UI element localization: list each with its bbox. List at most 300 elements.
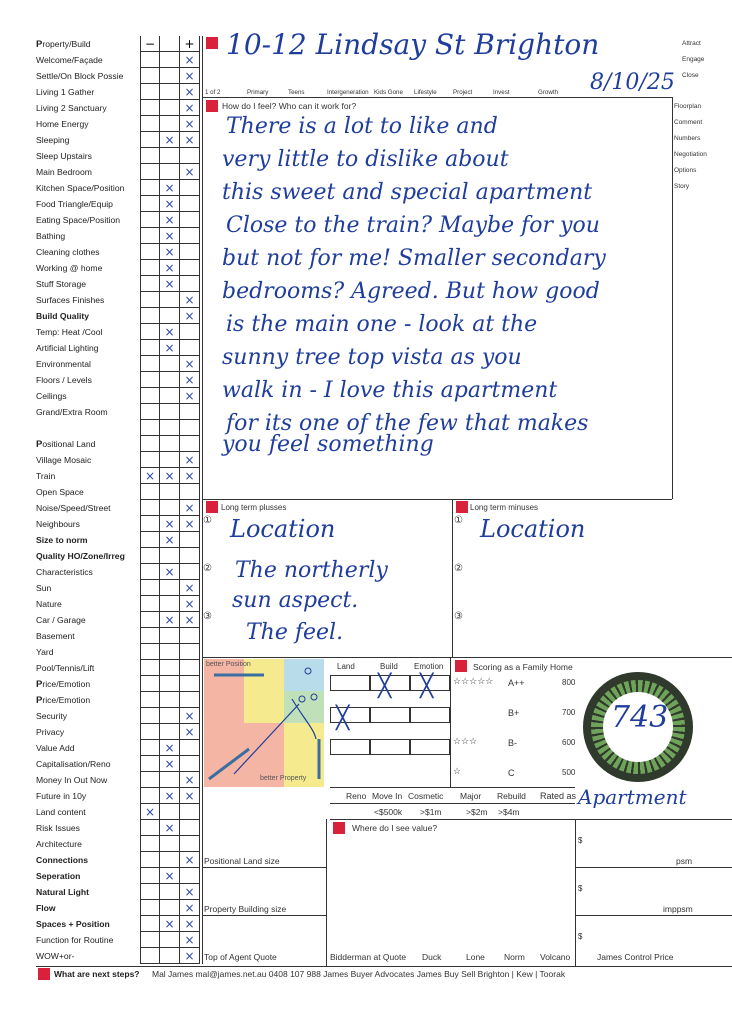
feel-line: very little to dislike about (222, 147, 509, 172)
criteria-item: Living 1 Gather (36, 87, 95, 97)
criteria-item: Security (36, 711, 68, 721)
grid-header-cell: − (140, 36, 160, 52)
grid-cell (140, 404, 160, 420)
grid-cell (160, 116, 180, 132)
grid-cell (140, 548, 160, 564)
reno-label: Cosmetic (408, 791, 444, 801)
grid-cell (180, 228, 200, 244)
rating-box (370, 707, 410, 723)
criteria-item: Land content (36, 807, 86, 817)
criteria-item: Temp: Heat /Cool (36, 327, 103, 337)
grid-cell (160, 548, 180, 564)
right-mid-label: Story (674, 183, 690, 190)
grid-cell (140, 852, 160, 868)
grid-row (140, 788, 202, 804)
grid-row (140, 516, 202, 532)
criteria-item: Grand/Extra Room (36, 407, 108, 417)
grid-cell (160, 164, 180, 180)
grid-cell (180, 148, 200, 164)
grid-row (140, 52, 202, 68)
grid-cell (160, 68, 180, 84)
num-2: ② (203, 563, 212, 574)
grid-cell: × (160, 196, 180, 212)
criteria-item: Price/Emotion (36, 679, 91, 690)
grid-cell (180, 420, 200, 436)
position-property-chart (204, 659, 324, 787)
grid-row (140, 308, 202, 324)
grid-cell (180, 868, 200, 884)
build-col: Build (380, 662, 398, 671)
criteria-item: Seperation (36, 871, 81, 881)
grid-cell: × (180, 292, 200, 308)
grid-cell: × (160, 244, 180, 260)
grid-cell (160, 692, 180, 708)
bottom-label: Lone (466, 952, 485, 962)
grid-row (140, 548, 202, 564)
grid-cell (160, 292, 180, 308)
grid-cell (140, 820, 160, 836)
grid-cell: × (180, 356, 200, 372)
criteria-item: Car / Garage (36, 615, 86, 625)
criteria-item: Neighbours (36, 519, 80, 529)
criteria-item: Floors / Levels (36, 375, 92, 385)
grid-row (140, 932, 202, 948)
grid-cell (160, 900, 180, 916)
grade-letter: C (508, 768, 515, 778)
grid-cell (140, 660, 160, 676)
stage-label: 1 of 2 (205, 89, 221, 96)
red-marker (206, 501, 218, 513)
grid-cell (140, 724, 160, 740)
grid-cell (160, 884, 180, 900)
grid-row (140, 148, 202, 164)
right-mid-label: Options (674, 167, 697, 174)
criteria-item: Ceilings (36, 391, 67, 401)
grid-cell (140, 52, 160, 68)
grade-letter: A++ (508, 678, 525, 688)
land-size-label: Positional Land size (204, 856, 280, 866)
grid-cell (160, 596, 180, 612)
grid-cell: × (160, 132, 180, 148)
criteria-item: Bathing (36, 231, 66, 241)
grid-row (140, 420, 202, 436)
right-top-label: Attract (682, 40, 701, 47)
grid-header (140, 36, 202, 52)
grid-row (140, 804, 202, 820)
grid-cell (140, 532, 160, 548)
right-mid-label: Negotiation (674, 151, 707, 158)
num-1: ① (203, 515, 212, 526)
grid-cell (140, 436, 160, 452)
grid-cell (160, 372, 180, 388)
rating-box (330, 739, 370, 755)
footer-question: What are next steps? (54, 969, 140, 979)
criteria-item: Flow (36, 903, 56, 913)
grade-stars: ☆ (453, 766, 462, 776)
grid-row (140, 260, 202, 276)
grid-cell: × (160, 468, 180, 484)
grid-cell (140, 308, 160, 324)
grid-cell (160, 932, 180, 948)
grid-row (140, 676, 202, 692)
grid-row (140, 436, 202, 452)
grid-cell (140, 916, 160, 932)
lbe-mark: ╳ (378, 674, 392, 699)
better-position-label: better Position (206, 661, 251, 668)
grid-row (140, 180, 202, 196)
land-col: Land (337, 662, 355, 671)
criteria-item: Sleeping (36, 135, 70, 145)
grid-cell (180, 804, 200, 820)
grid-cell (180, 196, 200, 212)
stage-label: Project (453, 89, 473, 96)
grid-cell: × (180, 468, 200, 484)
criteria-item: Working @ home (36, 263, 103, 273)
feel-line: There is a lot to like and (226, 114, 498, 139)
grid-row (140, 276, 202, 292)
grid-cell (140, 596, 160, 612)
criteria-item: Price/Emotion (36, 695, 91, 706)
grid-cell (180, 180, 200, 196)
criteria-item: Natural Light (36, 887, 89, 897)
grid-cell (160, 420, 180, 436)
grid-cell: × (180, 932, 200, 948)
reno-label: Major (460, 791, 482, 801)
bottom-label: Bidderman at Quote (330, 952, 407, 962)
grid-cell: × (180, 164, 200, 180)
grid-row (140, 484, 202, 500)
grid-cell (140, 292, 160, 308)
grid-cell (180, 340, 200, 356)
criteria-item: Sun (36, 583, 52, 593)
grid-cell: × (180, 580, 200, 596)
grid-cell (180, 548, 200, 564)
grid-row (140, 836, 202, 852)
grid-cell (140, 164, 160, 180)
grid-cell: × (180, 52, 200, 68)
grid-cell (160, 708, 180, 724)
price-label: >$1m (420, 807, 442, 817)
grade-number: 800 (562, 678, 576, 687)
grid-cell (140, 372, 160, 388)
grid-cell (180, 676, 200, 692)
grid-cell (140, 708, 160, 724)
right-top-label: Close (682, 72, 699, 79)
red-marker (206, 100, 218, 112)
minus-item: Location (480, 515, 586, 543)
grid-cell (160, 804, 180, 820)
long-minus-title: Long term minuses (470, 503, 539, 512)
grid-row (140, 740, 202, 756)
grid-cell (160, 404, 180, 420)
grid-cell (180, 212, 200, 228)
grid-cell: × (140, 804, 160, 820)
grid-row (140, 164, 202, 180)
grid-header-cell (160, 36, 180, 52)
red-marker (333, 822, 345, 834)
criteria-item: Main Bedroom (36, 167, 92, 177)
grid-cell (140, 116, 160, 132)
grid-row (140, 628, 202, 644)
criteria-item: Risk Issues (36, 823, 80, 833)
feel-line: this sweet and special apartment (222, 180, 593, 205)
grid-cell: × (180, 308, 200, 324)
grid-cell (140, 900, 160, 916)
criteria-item: Environmental (36, 359, 91, 369)
grid-cell: × (160, 180, 180, 196)
grid-row (140, 900, 202, 916)
grid-cell (140, 836, 160, 852)
grade-letter: B+ (508, 708, 520, 718)
criteria-item: Architecture (36, 839, 82, 849)
price-label: >$2m (466, 807, 488, 817)
grid-cell (140, 324, 160, 340)
grid-row (140, 948, 202, 964)
feel-line: is the main one - look at the (226, 312, 538, 337)
grid-cell: × (160, 532, 180, 548)
grid-cell (160, 148, 180, 164)
grid-row (140, 372, 202, 388)
bottom-label: Duck (422, 952, 442, 962)
bottom-label: Volcano (540, 952, 571, 962)
criteria-item: Value Add (36, 743, 75, 753)
grid-header-cell: + (180, 36, 200, 52)
red-marker (206, 37, 218, 49)
criteria-item: Noise/Speed/Street (36, 503, 111, 513)
grid-cell (160, 484, 180, 500)
grid-row (140, 452, 202, 468)
grid-cell (180, 740, 200, 756)
criteria-item: Yard (36, 647, 54, 657)
grid-cell (140, 628, 160, 644)
criteria-item: Function for Routine (36, 935, 114, 945)
grid-row (140, 84, 202, 100)
grid-cell (160, 772, 180, 788)
grid-cell: × (180, 948, 200, 964)
grid-cell: × (180, 596, 200, 612)
grid-row (140, 820, 202, 836)
imppsm-label: imppsm (663, 904, 693, 914)
criteria-item: Future in 10y (36, 791, 87, 801)
grid-cell (140, 884, 160, 900)
criteria-item: Connections (36, 855, 89, 865)
bottom-label: Norm (504, 952, 525, 962)
grid-cell (180, 564, 200, 580)
grid-cell (140, 196, 160, 212)
grid-row (140, 116, 202, 132)
grid-cell: × (160, 820, 180, 836)
grid-cell (160, 100, 180, 116)
criteria-item: Cleaning clothes (36, 247, 100, 257)
criteria-item (36, 420, 140, 436)
grid-cell: × (160, 788, 180, 804)
criteria-item: Kitchen Space/Position (36, 183, 125, 193)
rating-box (410, 739, 450, 755)
criteria-item: Size to norm (36, 535, 88, 545)
grid-cell (180, 260, 200, 276)
grid-cell (180, 244, 200, 260)
grid-cell: × (180, 372, 200, 388)
grid-row (140, 356, 202, 372)
rating-box (410, 707, 450, 723)
red-marker (38, 968, 50, 980)
grid-cell (180, 484, 200, 500)
grid-cell: × (180, 388, 200, 404)
num-3: ③ (203, 611, 212, 622)
stage-label: Primary (247, 89, 269, 96)
emotion-col: Emotion (414, 662, 444, 671)
feel-title: How do I feel? Who can it work for? (222, 101, 357, 111)
dollar: $ (578, 932, 583, 941)
grid-row (140, 596, 202, 612)
reno-label: Rebuild (497, 791, 526, 801)
criteria-item: Stuff Storage (36, 279, 87, 289)
rating-grid (140, 36, 202, 964)
grid-row (140, 244, 202, 260)
grid-cell: × (180, 132, 200, 148)
grid-cell (140, 580, 160, 596)
right-mid-label: Comment (674, 119, 703, 126)
grid-cell (180, 756, 200, 772)
grid-row (140, 916, 202, 932)
grid-cell (160, 52, 180, 68)
grid-cell (180, 660, 200, 676)
grid-cell (140, 644, 160, 660)
grid-cell (180, 644, 200, 660)
grid-cell (140, 132, 160, 148)
grid-cell (140, 756, 160, 772)
grid-row (140, 692, 202, 708)
grid-cell (160, 580, 180, 596)
grid-row (140, 468, 202, 484)
price-label: <$500k (374, 807, 403, 817)
reno-label: Move In (372, 791, 403, 801)
grid-cell: × (160, 228, 180, 244)
grid-cell: × (160, 516, 180, 532)
grid-cell (140, 772, 160, 788)
long-plus-title: Long term plusses (221, 503, 287, 512)
grid-cell: × (180, 612, 200, 628)
grid-cell: × (180, 900, 200, 916)
grid-cell (140, 84, 160, 100)
value-title: Where do I see value? (352, 823, 438, 833)
grid-cell (140, 564, 160, 580)
grid-cell (160, 644, 180, 660)
criteria-item: Sleep Upstairs (36, 151, 92, 161)
grid-cell (140, 484, 160, 500)
grid-cell (140, 388, 160, 404)
criteria-item: Privacy (36, 727, 65, 737)
grid-row (140, 292, 202, 308)
grid-cell (160, 676, 180, 692)
grid-row (140, 68, 202, 84)
grid-row (140, 772, 202, 788)
right-mid-label: Floorplan (674, 103, 702, 110)
grid-cell (180, 692, 200, 708)
plus-item: Location (230, 515, 336, 543)
grid-row (140, 340, 202, 356)
grid-row (140, 212, 202, 228)
grid-cell (160, 836, 180, 852)
right-mid-label: Numbers (674, 135, 701, 142)
grid-cell (180, 324, 200, 340)
criteria-item: Characteristics (36, 567, 93, 577)
criteria-item: Home Energy (36, 119, 89, 129)
grid-cell (140, 260, 160, 276)
bottom-label: James Control Price (597, 952, 674, 962)
grid-cell (140, 180, 160, 196)
criteria-item: Open Space (36, 487, 84, 497)
grid-cell (160, 84, 180, 100)
psm-label: psm (676, 856, 693, 866)
dollar: $ (578, 884, 583, 893)
grid-cell: × (160, 916, 180, 932)
rated-as-value: Apartment (578, 785, 687, 809)
feel-line: but not for me! Smaller secondary (222, 246, 606, 271)
grid-cell (140, 356, 160, 372)
better-property-label: better Property (260, 775, 307, 782)
rating-box (330, 675, 370, 691)
address-handwritten: 10-12 Lindsay St Brighton (226, 28, 600, 61)
num-3: ③ (454, 611, 463, 622)
grid-row (140, 868, 202, 884)
grid-row (140, 100, 202, 116)
grade-stars: ☆☆☆☆☆ (453, 676, 494, 686)
lbe-mark: ╳ (420, 674, 434, 699)
grid-cell (140, 948, 160, 964)
grid-cell (140, 740, 160, 756)
grid-row (140, 708, 202, 724)
stage-label: Lifestyle (414, 89, 437, 96)
criteria-item: Positional Land (36, 439, 96, 450)
grid-cell: × (180, 116, 200, 132)
grid-row (140, 644, 202, 660)
feel-line: walk in - I love this apartment (222, 378, 558, 403)
grid-cell (160, 628, 180, 644)
grid-cell (160, 452, 180, 468)
grid-row (140, 228, 202, 244)
stage-label: Invest (493, 89, 510, 96)
feel-line: bedrooms? Agreed. But how good (222, 279, 600, 304)
num-1: ① (454, 515, 463, 526)
grid-cell (140, 68, 160, 84)
grid-cell (180, 404, 200, 420)
grid-row (140, 660, 202, 676)
grid-cell (180, 276, 200, 292)
feel-line: for its one of the few that makes (226, 411, 589, 436)
criteria-item: Settle/On Block Possie (36, 71, 124, 81)
grid-row (140, 852, 202, 868)
grid-row (140, 132, 202, 148)
grid-cell: × (160, 212, 180, 228)
grid-cell (140, 516, 160, 532)
grade-number: 600 (562, 738, 576, 747)
grid-cell (160, 948, 180, 964)
grid-cell (140, 868, 160, 884)
grid-row (140, 532, 202, 548)
grid-cell: × (180, 884, 200, 900)
criteria-list (36, 36, 140, 964)
grid-cell: × (180, 772, 200, 788)
grid-cell: × (180, 724, 200, 740)
grid-cell (140, 420, 160, 436)
criteria-item: Quality HO/Zone/Irreg (36, 551, 125, 561)
criteria-item: Build Quality (36, 311, 89, 321)
criteria-item: Artificial Lighting (36, 343, 99, 353)
red-marker (455, 660, 467, 672)
footer-contact: Mal James mal@james.net.au 0408 107 988 James Buyer Advocates James Buy Sell Brighton | Kew | Toorak (152, 969, 566, 979)
grid-cell (140, 212, 160, 228)
